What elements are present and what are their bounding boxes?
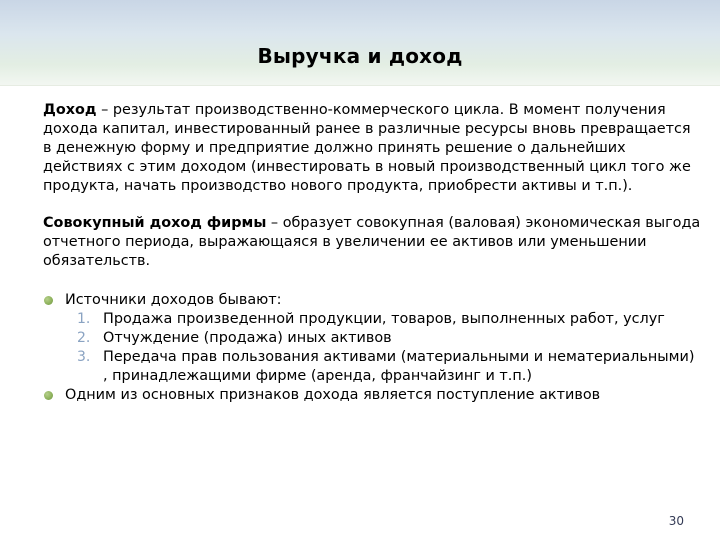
numbered-item: [43, 329, 703, 348]
list-item: [43, 386, 703, 405]
item-text: Передача прав пользования активами (материальными и нематериальными) , принадлежащими фирме (аренда, франчайзинг и т.п.): [103, 349, 695, 384]
item-text: Продажа произведенной продукции, товаров, выполненных работ, услуг: [103, 311, 665, 327]
list-item: [43, 291, 703, 310]
term-total-income: Совокупный доход фирмы: [43, 215, 267, 231]
paragraph-income: [43, 101, 703, 196]
slide-title: Выручка и доход: [257, 44, 463, 68]
numbered-item: [43, 348, 703, 386]
bullet-dot-icon: [44, 391, 53, 400]
definition-total-income: – образует совокупная (валовая) экономическая выгода отчетного периода, выражающаяся в увеличении ее активов или уменьшении обязательств.: [43, 215, 701, 269]
bullet-text: Одним из основных признаков дохода является поступление активов: [65, 387, 601, 403]
item-number: 3.: [77, 349, 91, 365]
term-income: Доход: [43, 102, 97, 118]
item-number: 1.: [77, 311, 91, 327]
sources-list: [43, 291, 703, 405]
definition-income: – результат производственно-коммерческого цикла. В момент получения дохода капитал, инвестированный ранее в различные ресурсы вновь превращается в денежную форму и предприятие должно принять решение о дальнейших действиях с этим доходом (инвестировать в новый производственный цикл того же продукта, начать производство нового продукта, приобрести активы и т.п.).: [43, 102, 691, 194]
paragraph-total-income: [43, 214, 703, 271]
bullet-dot-icon: [44, 296, 53, 305]
bullet-text: Источники доходов бывают:: [65, 292, 282, 308]
slide-content: [43, 101, 703, 405]
numbered-item: [43, 310, 703, 329]
page-number: 30: [668, 514, 684, 528]
header-band: [0, 0, 720, 86]
item-number: 2.: [77, 330, 91, 346]
item-text: Отчуждение (продажа) иных активов: [103, 330, 392, 346]
